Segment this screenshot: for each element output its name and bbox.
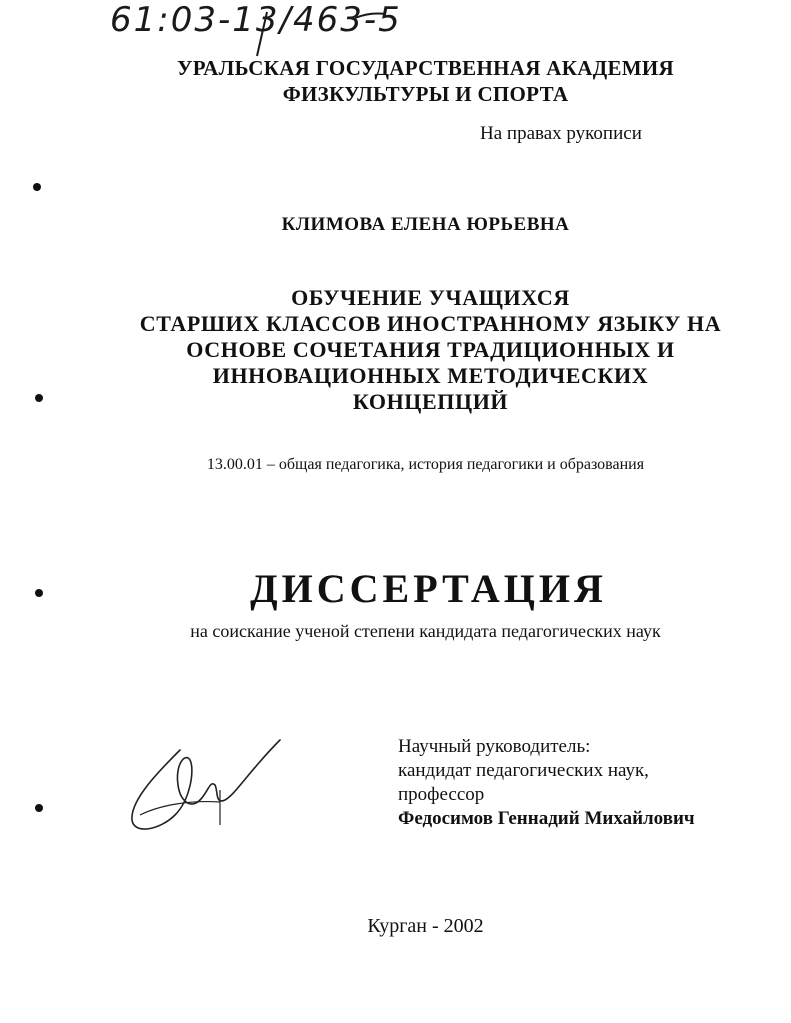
title-line-4: ИННОВАЦИОННЫХ МЕТОДИЧЕСКИХ [212, 363, 649, 388]
handwritten-strokes [255, 8, 395, 58]
title-line-1: ОБУЧЕНИЕ УЧАЩИХСЯ [291, 285, 570, 310]
institution-line-2: ФИЗКУЛЬТУРЫ И СПОРТА [282, 82, 569, 106]
binding-hole-mark [33, 183, 41, 191]
title-line-5: КОНЦЕПЦИЙ [352, 389, 509, 414]
rights-note: На правах рукописи [480, 123, 642, 144]
signature [120, 730, 290, 840]
handwritten-archive-number: 61:03-13/463-5 [110, 0, 402, 40]
institution-line-1: УРАЛЬСКАЯ ГОСУДАРСТВЕННАЯ АКАДЕМИЯ [177, 56, 674, 80]
supervisor-block [398, 735, 695, 831]
binding-hole-mark [35, 589, 43, 597]
binding-hole-mark [35, 804, 43, 812]
author-name: КЛИМОВА ЕЛЕНА ЮРЬЕВНА [281, 214, 570, 235]
supervisor-degree: кандидат педагогических наук, [398, 760, 649, 781]
city-year: Курган - 2002 [367, 915, 484, 937]
supervisor-label: Научный руководитель: [398, 736, 591, 757]
title-line-3: ОСНОВЕ СОЧЕТАНИЯ ТРАДИЦИОННЫХ И [186, 337, 675, 362]
title-line-2: СТАРШИХ КЛАССОВ ИНОСТРАННОМУ ЯЗЫКУ НА [139, 311, 722, 336]
document-type: ДИССЕРТАЦИЯ [250, 566, 607, 611]
degree-note: на соискание ученой степени кандидата педагогических наук [190, 621, 661, 641]
binding-hole-mark [35, 394, 43, 402]
supervisor-name: Федосимов Геннадий Михайлович [398, 808, 695, 829]
supervisor-rank: профессор [398, 784, 485, 805]
institution-name [30, 55, 791, 107]
specialty-code: 13.00.01 – общая педагогика, история педагогики и образования [206, 456, 645, 473]
dissertation-title [35, 285, 791, 415]
